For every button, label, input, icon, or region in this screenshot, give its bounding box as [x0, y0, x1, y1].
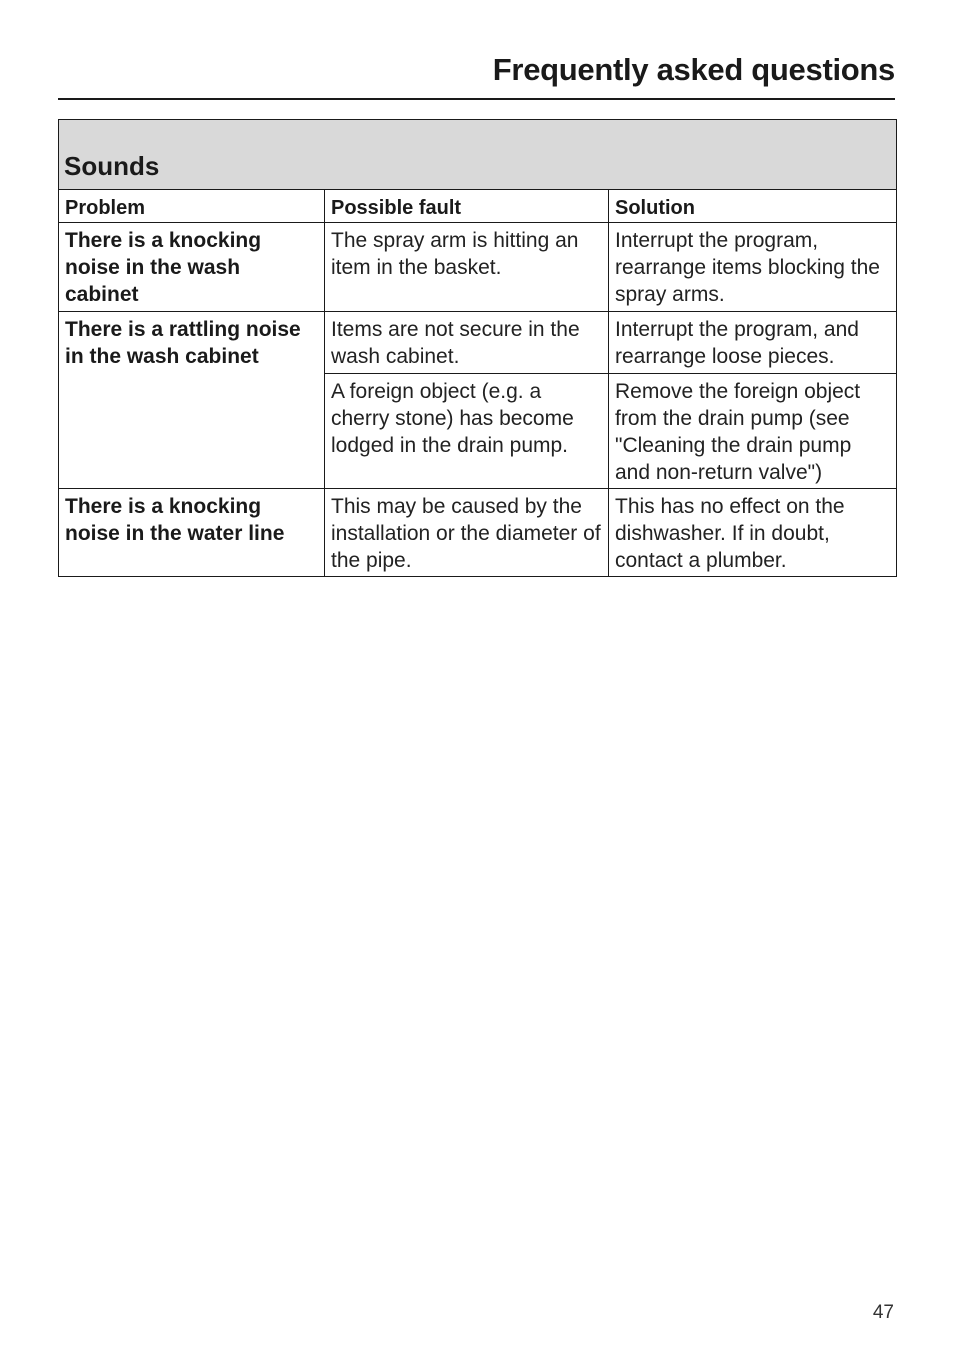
problem-cell: There is a knocking noise in the wash cabinet	[59, 223, 325, 312]
page-title: Frequently asked questions	[492, 52, 895, 87]
solution-cell: Remove the foreign object from the drain pump (see "Cleaning the drain pump and non-return valve")	[609, 374, 897, 489]
problem-cell: There is a knocking noise in the water line	[59, 489, 325, 577]
table-row	[59, 489, 897, 577]
fault-cell: This may be caused by the installation or the diameter of the pipe.	[325, 489, 609, 577]
sounds-table	[58, 119, 897, 577]
section-title: Sounds	[64, 151, 160, 181]
section-header-cell	[59, 120, 897, 190]
page-number: 47	[872, 1302, 894, 1323]
column-header-possible-fault: Possible fault	[325, 190, 609, 223]
fault-cell: The spray arm is hitting an item in the basket.	[325, 223, 609, 312]
fault-cell: A foreign object (e.g. a cherry stone) has become lodged in the drain pump.	[325, 374, 609, 489]
table-row	[59, 223, 897, 312]
problem-cell: There is a rattling noise in the wash cabinet	[59, 312, 325, 489]
solution-cell: Interrupt the program, and rearrange loose pieces.	[609, 312, 897, 374]
section-header-row	[59, 120, 897, 190]
page-header	[58, 48, 895, 100]
column-header-solution: Solution	[609, 190, 897, 223]
fault-cell: Items are not secure in the wash cabinet.	[325, 312, 609, 374]
solution-cell: Interrupt the program, rearrange items blocking the spray arms.	[609, 223, 897, 312]
column-header-row	[59, 190, 897, 223]
solution-cell: This has no effect on the dishwasher. If in doubt, contact a plumber.	[609, 489, 897, 577]
table-row	[59, 312, 897, 374]
column-header-problem: Problem	[59, 190, 325, 223]
